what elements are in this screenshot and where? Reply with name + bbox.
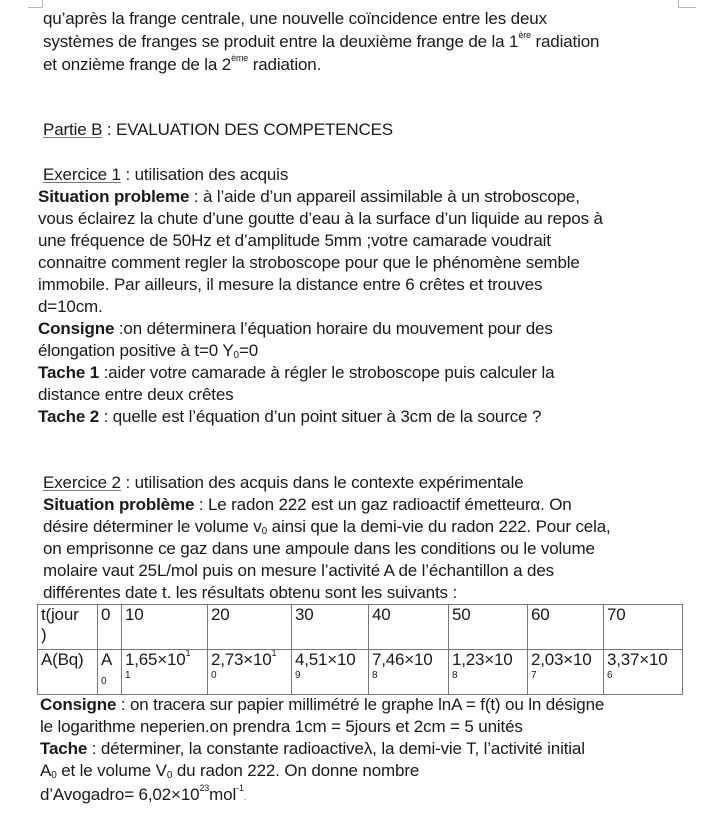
partie-b-heading: [43, 119, 393, 141]
table-row-time: [38, 605, 683, 650]
situation-text: : à l’aide d’un appareil assimilable à un stroboscope,: [189, 187, 580, 206]
consigne-text: : on tracera sur papier millimétré le graphe lnA = f(t) ou ln désigne: [116, 695, 605, 714]
table-header-time: [38, 605, 98, 650]
exponent-sup: 1: [185, 649, 191, 658]
tache-text-3a: d’Avogadro= 6,02×10: [40, 785, 200, 804]
a-value-wrap: 0: [211, 670, 217, 681]
t-value: 60: [531, 605, 550, 624]
exponent-sup: -1: [236, 783, 244, 793]
header-text: t(jour: [41, 605, 79, 624]
t-value: 20: [211, 605, 230, 624]
exercice2-label: Exercice 2: [43, 473, 121, 492]
table-cell: [528, 650, 604, 695]
a-value-wrap: 9: [295, 670, 301, 681]
subscript: 0: [51, 770, 57, 781]
partie-b-label: Partie B: [43, 120, 103, 139]
t-value: 10: [125, 605, 144, 624]
exercice1-tache2-line: [38, 406, 541, 428]
header-text: A(Bq): [41, 650, 84, 669]
exercice1-title: : utilisation des acquis: [120, 165, 289, 184]
exercice2-situation-line-5: différentes date t. les résultats obtenu sont les suivants :: [43, 583, 458, 602]
a-value-wrap: 7: [531, 670, 537, 681]
table-cell: [292, 650, 369, 695]
tache-label: Tache: [40, 739, 88, 758]
exercice1-situation-line-4: connaitre comment regler la stroboscope pour que le phénomène semble: [38, 253, 580, 272]
exercice2-situation-line-3: on emprisonne ce gaz dans une ampoule dans les conditions ou le volume: [43, 539, 595, 558]
tache-text: : déterminer, la constante radioactiveλ, la demi-vie T, l’activité initial: [87, 739, 585, 758]
activity-table: [37, 604, 683, 695]
a-value-wrap: 0: [101, 676, 107, 687]
table-row-activity: [38, 650, 683, 695]
intro-line-2: [43, 31, 599, 53]
intro-line-1: [43, 8, 547, 30]
table-cell: [122, 605, 208, 650]
situation-text-2a: désire déterminer le volume v: [43, 517, 262, 536]
a-value: 1,23×10: [452, 650, 513, 669]
a-value: 3,37×10: [607, 650, 668, 669]
table-cell: [528, 605, 604, 650]
subscript: 0: [166, 770, 173, 781]
a-value: 7,46×10: [372, 650, 433, 669]
t-value: 0: [101, 605, 111, 624]
a-value-wrap: 1: [125, 670, 131, 681]
t-value: 40: [372, 605, 391, 624]
tache1-label: Tache 1: [38, 363, 99, 382]
table-header-activity: [38, 650, 98, 695]
consigne-text: :on déterminera l’équation horaire du mouvement pour des: [114, 319, 553, 338]
tache-text-2c: du radon 222. On donne nombre: [172, 761, 420, 780]
a-value-wrap: 8: [372, 670, 378, 681]
exercice2-consigne-line-1: [40, 694, 604, 716]
consigne-label: Consigne: [38, 319, 115, 338]
page-corner-mark-right: [678, 0, 696, 8]
exercice2-title: : utilisation des acquis dans le contexte expérimentale: [120, 473, 524, 492]
situation-text: : Le radon 222 est un gaz radioactif émetteurα. On: [194, 495, 572, 514]
subscript: 0: [261, 526, 268, 537]
exercice1-situation-line-6: d=10cm.: [38, 297, 103, 316]
a-value: A: [101, 650, 113, 669]
exercice2-tache-line-2: [40, 760, 419, 787]
tache-text-2b: et le volume V: [56, 761, 167, 780]
a-value-wrap: 8: [452, 670, 458, 681]
table-cell: [98, 605, 122, 650]
header-text-wrap: ): [41, 625, 47, 644]
exponent-sup: 23: [199, 783, 210, 793]
ordinal-sup: ère: [518, 30, 531, 40]
ordinal-sup: ème: [231, 53, 249, 63]
exercice1-situation-line-2: vous éclairez la chute d’une goutte d’eau à la surface d’un liquide au repos à: [38, 209, 603, 228]
exercice2-situation-line-4: molaire vaut 25L/mol puis on mesure l’activité A de l’échantillon a des: [43, 561, 554, 580]
intro-text-3b: radiation.: [248, 55, 322, 74]
situation-label: Situation probleme: [38, 187, 190, 206]
t-value: 50: [452, 605, 471, 624]
intro-text-2b: radiation: [530, 32, 600, 51]
exercice1-label: Exercice 1: [43, 165, 121, 184]
exercice2-tache-line-3: [40, 784, 246, 809]
exercice1-tache1-line-2: distance entre deux crêtes: [38, 385, 234, 404]
table-cell: [369, 605, 449, 650]
tache1-text: :aider votre camarade à régler le stroboscope puis calculer la: [99, 363, 555, 382]
tache-text-3b: mol: [209, 785, 237, 804]
table-cell: [449, 605, 528, 650]
exponent-sup: 1: [271, 649, 277, 658]
intro-text-1: qu’après la frange centrale, une nouvelle coïncidence entre les deux: [43, 9, 547, 28]
exercice1-situation-line-3: une fréquence de 50Hz et d’amplitude 5mm ;votre camarade voudrait: [38, 231, 551, 250]
table-cell: [449, 650, 528, 695]
t-value: 30: [295, 605, 314, 624]
exercice1-tache1-line-1: [38, 362, 554, 384]
exercice1-situation-line-5: immobile. Par ailleurs, il mesure la distance entre 6 crêtes et trouves: [38, 275, 543, 294]
exercice1-consigne-line-1: [38, 318, 553, 340]
consigne-label: Consigne: [40, 695, 117, 714]
a-value: 1,65×10: [125, 650, 186, 669]
table-cell: [369, 650, 449, 695]
intro-text-2a: systèmes de franges se produit entre la deuxième frange de la 1: [43, 32, 519, 51]
intro-text-3a: et onzième frange de la 2: [43, 55, 232, 74]
a-value: 4,51×10: [295, 650, 356, 669]
table-cell: [292, 605, 369, 650]
situation-text-2b: ainsi que la demi-vie du radon 222. Pour cela,: [267, 517, 611, 536]
exercice2-consigne-line-2: le logarithme neperien.on prendra 1cm = 5jours et 2cm = 5 unités: [40, 717, 523, 736]
exercice1-heading: [43, 164, 288, 186]
consigne-text-2b: =0: [238, 341, 259, 360]
a-value-wrap: 6: [607, 670, 613, 681]
table-cell: [604, 650, 683, 695]
situation-label: Situation problème: [43, 495, 195, 514]
tache2-label: Tache 2: [38, 407, 99, 426]
consigne-text-2a: élongation positive à t=0 Y: [38, 341, 234, 360]
exercice2-situation-line-1: [43, 494, 572, 516]
table-cell: [208, 605, 292, 650]
tache-text-2a: A: [40, 761, 52, 780]
a-value: 2,03×10: [531, 650, 592, 669]
exercice2-heading: [43, 472, 524, 494]
tache2-text: : quelle est l’équation d’un point situer à 3cm de la source ?: [99, 407, 542, 426]
table-cell: [98, 650, 122, 695]
tache-text-3c: .: [243, 793, 246, 802]
table-cell: [604, 605, 683, 650]
exercice2-tache-line-1: [40, 738, 585, 760]
intro-line-3: [43, 54, 321, 76]
table-cell: [122, 650, 208, 695]
exercice1-situation-line-1: [38, 186, 580, 208]
a-value: 2,73×10: [211, 650, 272, 669]
partie-b-title: : EVALUATION DES COMPETENCES: [102, 120, 393, 139]
page-corner-mark-left: [28, 0, 43, 8]
t-value: 70: [607, 605, 626, 624]
subscript: 0: [233, 350, 239, 361]
table-cell: [208, 650, 292, 695]
